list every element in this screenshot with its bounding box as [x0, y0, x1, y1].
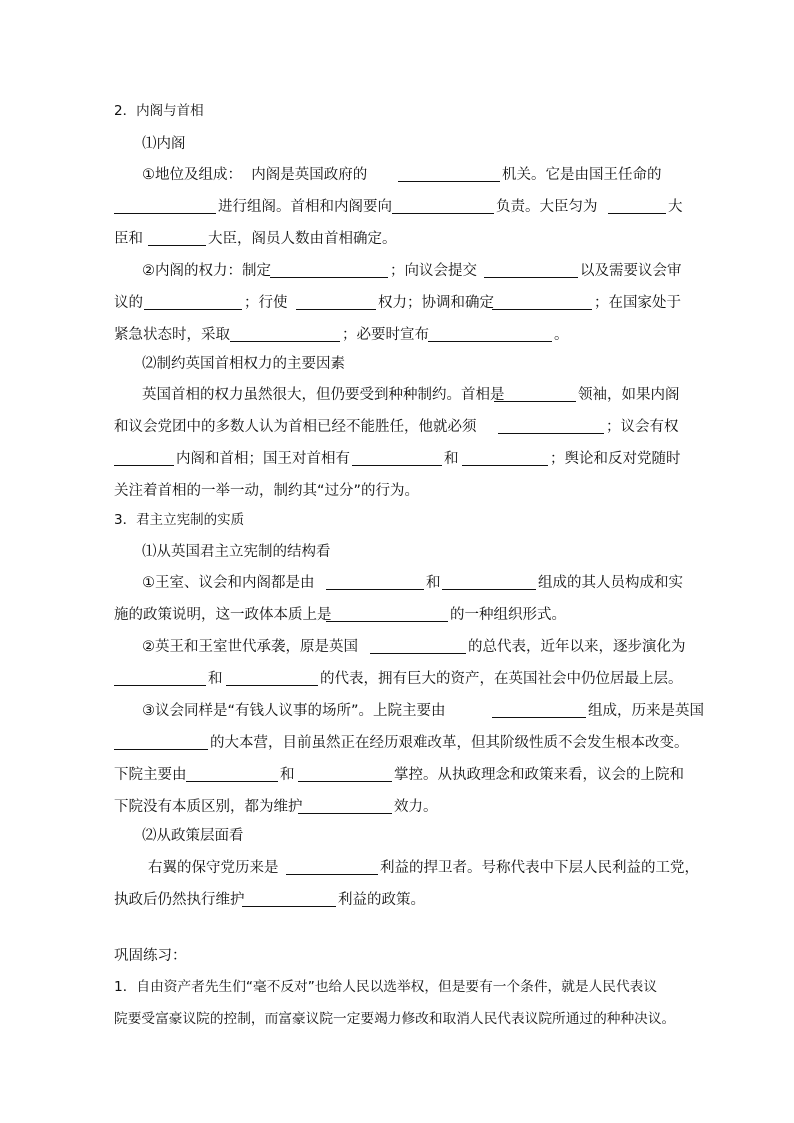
text: 和: [280, 767, 295, 783]
answer-blank[interactable]: [370, 653, 466, 654]
answer-blank[interactable]: [298, 781, 392, 782]
text: 和: [208, 671, 223, 687]
text: ；行使: [244, 295, 288, 311]
answer-blank[interactable]: [186, 781, 278, 782]
answer-blank[interactable]: [298, 813, 392, 814]
text: 右翼的保守党历来是: [148, 860, 279, 876]
text: 机关。它是由国王任命的: [502, 167, 662, 183]
text: 进行组阁。首相和内阁要向: [218, 199, 392, 215]
text: 和: [444, 451, 459, 467]
answer-blank[interactable]: [492, 309, 592, 310]
text: 下院主要由: [114, 767, 187, 783]
text: 和议会党团中的多数人认为首相已经不能胜任，他就必须: [114, 419, 477, 435]
text: 关注着首相的一举一动，制约其“过分”的行为。: [114, 483, 420, 499]
text: 执政后仍然执行维护: [114, 892, 245, 908]
subsection-heading: ⑴内阁: [142, 136, 186, 152]
text: 大: [668, 199, 683, 215]
text: ；议会有权: [606, 419, 679, 435]
answer-blank[interactable]: [148, 245, 206, 246]
answer-blank[interactable]: [114, 749, 208, 750]
text: 下院没有本质区别，都为维护: [114, 799, 303, 815]
text: 紧急状态时，采取: [114, 327, 230, 343]
text: ①王室、议会和内阁都是由: [142, 575, 315, 591]
text: ②英王和王室世代承袭，原是英国: [142, 639, 358, 655]
answer-blank[interactable]: [398, 181, 500, 182]
text: 施的政策说明，这一政体本质上是: [114, 607, 332, 623]
text: ③议会同样是“有钱人议事的场所”。上院主要由: [142, 703, 446, 719]
text: 领袖，如果内阁: [578, 387, 680, 403]
answer-blank[interactable]: [114, 465, 174, 466]
text: 的大本营，目前虽然正在经历艰难改革，但其阶级性质不会发生根本改变。: [210, 735, 689, 751]
answer-blank[interactable]: [296, 309, 376, 310]
text: 的一种组织形式。: [450, 607, 566, 623]
question-text: 1．自由资产者先生们“毫不反对”也给人民以选举权，但是要有一个条件，就是人民代表议: [114, 979, 658, 995]
text: 和: [426, 575, 441, 591]
answer-blank[interactable]: [286, 874, 378, 875]
answer-blank[interactable]: [608, 213, 666, 214]
text: 臣和: [114, 231, 143, 247]
answer-blank[interactable]: [144, 309, 242, 310]
text: ；在国家处于: [594, 295, 681, 311]
answer-blank[interactable]: [114, 213, 216, 214]
text: ；必要时宣布: [342, 327, 429, 343]
answer-blank[interactable]: [492, 717, 586, 718]
answer-blank[interactable]: [462, 465, 548, 466]
answer-blank[interactable]: [270, 277, 388, 278]
subsection-heading: ⑵制约英国首相权力的主要因素: [142, 356, 345, 372]
text: 议的: [114, 295, 143, 311]
text: 利益的捍卫者。号称代表中下层人民利益的工党，: [380, 860, 699, 876]
text: 组成的其人员构成和实: [538, 575, 683, 591]
section-heading: 2．内阁与首相: [114, 103, 204, 119]
answer-blank[interactable]: [484, 277, 578, 278]
text: 效力。: [394, 799, 438, 815]
answer-blank[interactable]: [442, 589, 536, 590]
text: ；舆论和反对党随时: [550, 451, 681, 467]
practice-heading: 巩固练习：: [114, 948, 187, 964]
text: 利益的政策。: [338, 892, 425, 908]
text: 大臣，阁员人数由首相确定。: [208, 231, 397, 247]
text: 英国首相的权力虽然很大，但仍要受到种种制约。首相是: [142, 387, 505, 403]
text: 权力；协调和确定: [378, 295, 494, 311]
answer-blank[interactable]: [352, 465, 442, 466]
answer-blank[interactable]: [428, 341, 552, 342]
subsection-heading: ⑴从英国君主立宪制的结构看: [142, 544, 331, 560]
text: 以及需要议会审: [580, 263, 682, 279]
text: 组成，历来是英国: [588, 703, 704, 719]
text: 的总代表，近年以来，逐步演化为: [468, 639, 686, 655]
text: 的代表，拥有巨大的资产，在英国社会中仍位居最上层。: [320, 671, 683, 687]
answer-blank[interactable]: [114, 685, 206, 686]
answer-blank[interactable]: [326, 589, 424, 590]
answer-blank[interactable]: [226, 685, 318, 686]
section-heading: 3．君主立宪制的实质: [114, 512, 245, 528]
answer-blank[interactable]: [230, 341, 340, 342]
text: ①地位及组成： 内阁是英国政府的: [142, 167, 368, 183]
text: ；向议会提交: [390, 263, 477, 279]
text: 内阁和首相；国王对首相有: [176, 451, 350, 467]
answer-blank[interactable]: [498, 433, 604, 434]
answer-blank[interactable]: [242, 906, 336, 907]
answer-blank[interactable]: [494, 401, 576, 402]
text: ②内阁的权力：制定: [142, 263, 271, 279]
answer-blank[interactable]: [326, 621, 448, 622]
text: 掌控。从执政理念和政策来看，议会的上院和: [394, 767, 684, 783]
text: 。: [554, 327, 569, 343]
question-text: 院要受富豪议院的控制，而富豪议院一定要竭力修改和取消人民代表议院所通过的种种决议。: [114, 1011, 676, 1027]
subsection-heading: ⑵从政策层面看: [142, 828, 244, 844]
answer-blank[interactable]: [392, 213, 494, 214]
text: 负责。大臣匀为: [496, 199, 598, 215]
